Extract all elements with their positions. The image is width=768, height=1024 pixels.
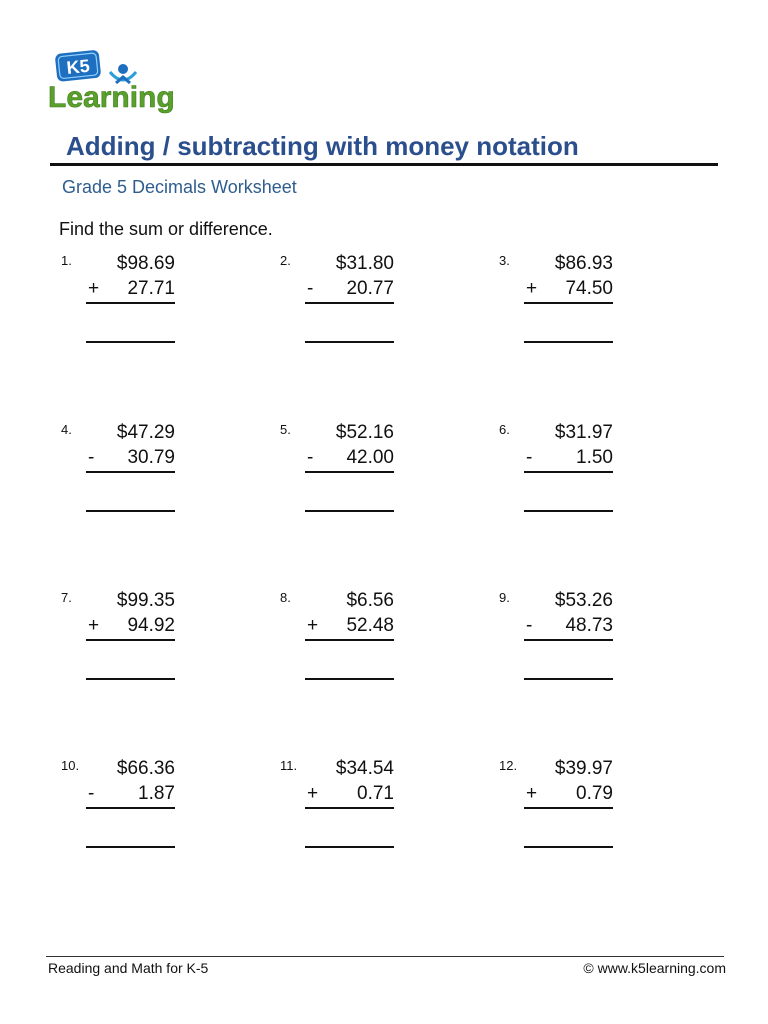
problem-3 [499, 253, 649, 343]
operator-sign: - [88, 783, 95, 804]
sum-rule [86, 639, 175, 641]
operator-sign: - [526, 447, 533, 468]
operator-sign: - [307, 278, 314, 299]
top-operand: $98.69 [116, 253, 175, 274]
operator-sign: - [88, 447, 95, 468]
operator-sign: + [88, 615, 100, 636]
k5-learning-logo [46, 50, 188, 114]
problem-number: 10. [61, 758, 80, 773]
sum-rule [86, 302, 175, 304]
problem-1 [61, 253, 211, 343]
bottom-operand: 30.79 [127, 447, 175, 468]
footer-divider [46, 956, 724, 957]
answer-line[interactable] [305, 846, 394, 848]
bottom-operand: 0.79 [576, 783, 613, 804]
top-operand: $47.29 [116, 422, 175, 443]
answer-line[interactable] [86, 846, 175, 848]
problem-number: 12. [499, 758, 518, 773]
problem-10 [61, 758, 211, 848]
operator-sign: + [526, 783, 538, 804]
answer-line[interactable] [305, 678, 394, 680]
answer-line[interactable] [86, 510, 175, 512]
problem-4 [61, 422, 211, 512]
problem-11 [280, 758, 430, 848]
answer-line[interactable] [524, 846, 613, 848]
top-operand: $86.93 [554, 253, 613, 274]
sum-rule [524, 807, 613, 809]
answer-line[interactable] [524, 510, 613, 512]
answer-line[interactable] [305, 510, 394, 512]
operator-sign: - [526, 615, 533, 636]
operator-sign: + [526, 278, 538, 299]
svg-text:Learning: Learning [48, 81, 175, 114]
problem-2 [280, 253, 430, 343]
problem-number: 8. [280, 590, 291, 605]
top-operand: $52.16 [335, 422, 394, 443]
answer-line[interactable] [86, 341, 175, 343]
bottom-operand: 42.00 [346, 447, 394, 468]
sum-rule [524, 471, 613, 473]
problem-12 [499, 758, 649, 848]
problem-number: 5. [280, 422, 291, 437]
problem-number: 11. [280, 758, 298, 773]
sum-rule [305, 639, 394, 641]
problem-number: 6. [499, 422, 510, 437]
problem-5 [280, 422, 430, 512]
problem-number: 2. [280, 253, 291, 268]
operator-sign: + [88, 278, 100, 299]
sum-rule [305, 471, 394, 473]
top-operand: $6.56 [346, 590, 394, 611]
problem-number: 1. [61, 253, 72, 268]
sum-rule [305, 302, 394, 304]
problem-6 [499, 422, 649, 512]
sum-rule [305, 807, 394, 809]
sum-rule [524, 639, 613, 641]
bottom-operand: 1.87 [138, 783, 175, 804]
operator-sign: + [307, 615, 319, 636]
answer-line[interactable] [305, 341, 394, 343]
answer-line[interactable] [524, 341, 613, 343]
problem-7 [61, 590, 211, 680]
top-operand: $53.26 [554, 590, 613, 611]
page-title: Adding / subtracting with money notation [66, 131, 579, 161]
operator-sign: - [307, 447, 314, 468]
problem-number: 3. [499, 253, 510, 268]
footer-copyright: © www.k5learning.com [583, 960, 726, 976]
problem-9 [499, 590, 649, 680]
bottom-operand: 74.50 [565, 278, 613, 299]
top-operand: $99.35 [116, 590, 175, 611]
bottom-operand: 0.71 [357, 783, 394, 804]
bottom-operand: 1.50 [576, 447, 613, 468]
bottom-operand: 20.77 [346, 278, 394, 299]
problem-number: 7. [61, 590, 72, 605]
operator-sign: + [307, 783, 319, 804]
bottom-operand: 52.48 [346, 615, 394, 636]
top-operand: $31.97 [554, 422, 613, 443]
problem-number: 4. [61, 422, 72, 437]
svg-text:K5: K5 [65, 55, 91, 78]
problem-8 [280, 590, 430, 680]
instructions: Find the sum or difference. [59, 219, 273, 239]
top-operand: $39.97 [554, 758, 613, 779]
answer-line[interactable] [524, 678, 613, 680]
problem-number: 9. [499, 590, 510, 605]
sum-rule [86, 471, 175, 473]
bottom-operand: 94.92 [127, 615, 175, 636]
sum-rule [86, 807, 175, 809]
bottom-operand: 27.71 [127, 278, 175, 299]
title-divider [50, 163, 718, 166]
top-operand: $31.80 [335, 253, 394, 274]
sum-rule [524, 302, 613, 304]
worksheet-subtitle: Grade 5 Decimals Worksheet [62, 177, 297, 197]
footer-tagline: Reading and Math for K-5 [48, 960, 209, 976]
answer-line[interactable] [86, 678, 175, 680]
top-operand: $66.36 [116, 758, 175, 779]
bottom-operand: 48.73 [565, 615, 613, 636]
top-operand: $34.54 [335, 758, 394, 779]
